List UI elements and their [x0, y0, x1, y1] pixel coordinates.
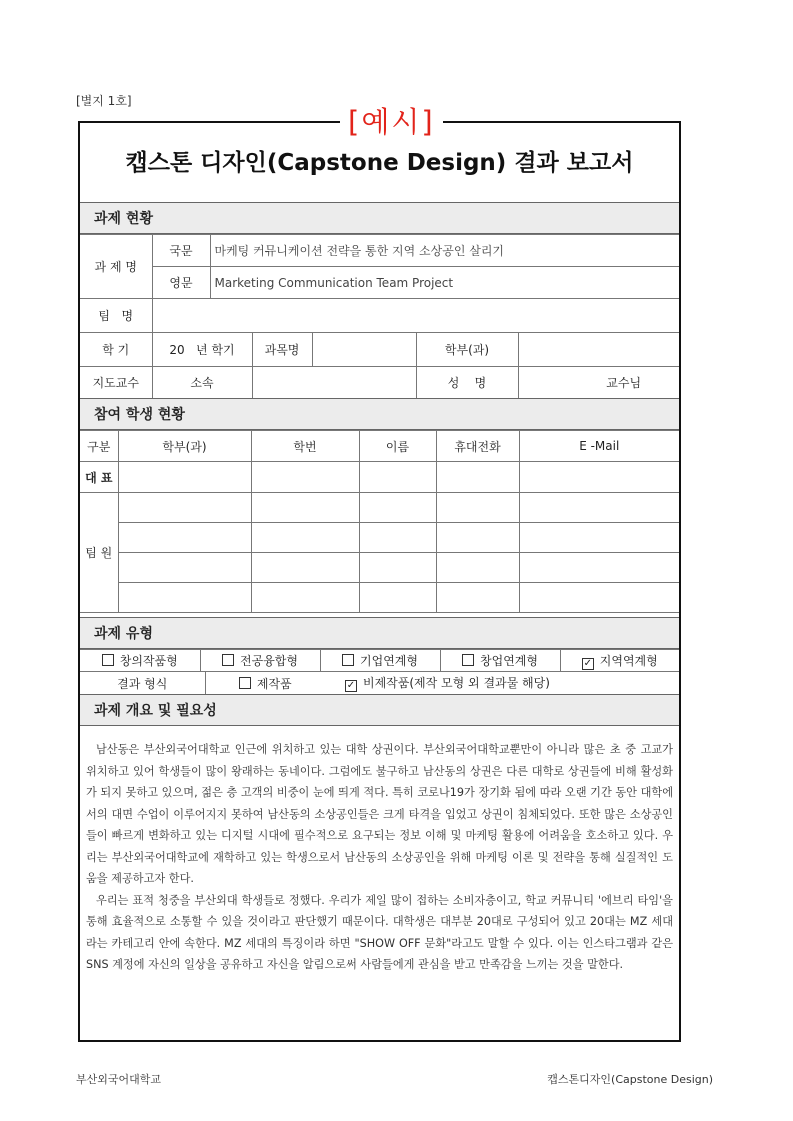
table-cell[interactable]: [251, 553, 359, 583]
overview-paragraph: 우리는 표적 청중을 부산외대 학생들로 정했다. 우리가 제일 많이 접하는 소비자층이고, 학교 커뮤니티 '에브리 타임'을 통해 효율적으로 소통할 수 있을 것이라고 판단했기 때문이다. 대학생은 대부분 20대로 구성되어 있고 20대는 MZ 세대라는 카테고리 안에 속한다. MZ 세대의 특징이라 하면 "SHOW OFF 문화"라고도 말할 수 있다. 이는 인스타그램과 같은 SNS 계정에 자신의 일상을 공유하고 자신을 알림으로써 사람들에게 관심을 받고 만족감을 느끼는 것을 말한다.: [86, 893, 673, 971]
table-row: [80, 493, 679, 523]
header-name: 이름: [359, 431, 436, 462]
table-cell[interactable]: [118, 523, 251, 553]
course-field[interactable]: [312, 333, 416, 367]
type-option-creative[interactable]: [80, 650, 200, 672]
table-cell[interactable]: [519, 493, 679, 523]
result-option-label: 제작품: [256, 676, 292, 691]
result-option-product[interactable]: [205, 672, 325, 695]
table-cell[interactable]: [519, 462, 679, 493]
footer-right: 캡스톤디자인(Capstone Design): [547, 1073, 713, 1086]
table-cell[interactable]: [436, 523, 519, 553]
checkbox-icon[interactable]: [222, 654, 234, 666]
table-cell[interactable]: [359, 462, 436, 493]
report-form: [78, 121, 681, 1042]
type-option-regional[interactable]: [560, 650, 679, 672]
korean-title-field[interactable]: 마케팅 커뮤니케이션 전략을 통한 지역 소상공인 살리기: [210, 235, 679, 267]
table-cell[interactable]: [118, 462, 251, 493]
leader-label: 대 표: [80, 462, 118, 493]
participants-table: [80, 430, 679, 613]
type-label: 창업연계형: [480, 654, 538, 668]
page-title: 캡스톤 디자인(Capstone Design) 결과 보고서: [80, 123, 679, 203]
table-cell[interactable]: [519, 523, 679, 553]
type-label: 전공융합형: [240, 654, 298, 668]
header-email: E -Mail: [519, 431, 679, 462]
advisor-name-label: 성 명: [416, 367, 518, 399]
header-category: 구분: [80, 431, 118, 462]
section-project-status: 과제 현황: [80, 202, 679, 234]
overview-text: [86, 739, 673, 976]
dept-label: 학부(과): [416, 333, 518, 367]
table-cell[interactable]: [118, 583, 251, 613]
advisor-label: 지도교수: [80, 367, 152, 399]
semester-field[interactable]: 20 년 학기: [152, 333, 252, 367]
checkbox-checked-icon[interactable]: [345, 680, 357, 692]
table-cell[interactable]: [436, 583, 519, 613]
checkbox-checked-icon[interactable]: [582, 658, 594, 670]
affiliation-label: 소속: [152, 367, 252, 399]
header-student-id: 학번: [251, 431, 359, 462]
checkbox-icon[interactable]: [462, 654, 474, 666]
leader-row: [80, 462, 679, 493]
project-name-label: 과 제 명: [80, 235, 152, 299]
result-option-label: 비제작품(제작 모형 외 결과물 해당): [363, 676, 550, 690]
table-cell[interactable]: [436, 553, 519, 583]
table-cell[interactable]: [251, 493, 359, 523]
type-option-startup[interactable]: [440, 650, 560, 672]
header-dept: 학부(과): [118, 431, 251, 462]
table-cell[interactable]: [359, 523, 436, 553]
english-title-field[interactable]: Marketing Communication Team Project: [210, 267, 679, 299]
section-overview: 과제 개요 및 필요성: [80, 694, 679, 726]
overview-paragraph: 남산동은 부산외국어대학교 인근에 위치하고 있는 대학 상권이다. 부산외국어대학교뿐만이 아니라 많은 초 중 고교가 위치하고 있어 학생들이 많이 왕래하는 동네이다. 그럼에도 불구하고 남산동의 상권은 다른 대학로 상권들에 비해 활성화가 되지 못하고 있으며, 젊은 층 고객의 비중이 눈에 띄게 적다. 특히 코로나19가 장기화 됨에 따라 오랜 기간 동안 대학에서의 대면 수업이 이루어지지 못하여 남산동의 소상공인들은 크게 타격을 입었고 상권이 침체되었다. 또한 많은 소상공인들이 빠르게 변화하고 있는 디지털 시대에 필수적으로 요구되는 정보 이해 및 마케팅 활용에 어려움을 호소하고 있다. 우리는 부산외국어대학교에 재학하고 있는 학생으로서 남산동의 소상공인을 위해 마케팅 이론 및 전략을 통해 실질적인 도움을 제공하고자 한다.: [86, 743, 673, 885]
type-option-corporate[interactable]: [320, 650, 440, 672]
advisor-name-field[interactable]: 교수님: [518, 367, 679, 399]
section-participants: 참여 학생 현황: [80, 398, 679, 430]
checkbox-icon[interactable]: [102, 654, 114, 666]
member-label: 팀 원: [80, 493, 118, 613]
checkbox-icon[interactable]: [239, 677, 251, 689]
table-cell[interactable]: [359, 493, 436, 523]
table-cell[interactable]: [118, 553, 251, 583]
table-row: [80, 553, 679, 583]
table-cell[interactable]: [251, 523, 359, 553]
project-status-table: [80, 234, 679, 399]
table-cell[interactable]: [436, 493, 519, 523]
result-form-label: 결과 형식: [80, 672, 205, 695]
table-cell[interactable]: [118, 493, 251, 523]
type-label: 지역역계형: [599, 653, 658, 668]
course-label: 과목명: [252, 333, 312, 367]
result-form-table: [80, 671, 679, 695]
table-cell[interactable]: [251, 462, 359, 493]
table-cell[interactable]: [519, 583, 679, 613]
table-cell[interactable]: [519, 553, 679, 583]
dept-field[interactable]: [518, 333, 679, 367]
header-phone: 휴대전화: [436, 431, 519, 462]
affiliation-field[interactable]: [252, 367, 416, 399]
semester-label: 학 기: [80, 333, 152, 367]
team-label: 팀 명: [80, 299, 152, 333]
checkbox-icon[interactable]: [342, 654, 354, 666]
table-cell[interactable]: [251, 583, 359, 613]
type-option-convergence[interactable]: [200, 650, 320, 672]
footer-left: 부산외국어대학교: [76, 1073, 162, 1086]
korean-label: 국문: [152, 235, 210, 267]
example-stamp: [예시]: [340, 104, 443, 140]
table-row: [80, 583, 679, 613]
type-label: 창의작품형: [119, 654, 178, 668]
annex-label: [별지 1호]: [76, 94, 132, 108]
project-type-table: [80, 649, 679, 672]
table-row: [80, 523, 679, 553]
section-project-type: 과제 유형: [80, 617, 679, 649]
team-name-field[interactable]: [152, 299, 679, 333]
table-cell[interactable]: [359, 583, 436, 613]
table-cell[interactable]: [359, 553, 436, 583]
table-cell[interactable]: [436, 462, 519, 493]
type-label: 기업연계형: [360, 654, 418, 668]
english-label: 영문: [152, 267, 210, 299]
result-option-nonproduct[interactable]: [325, 672, 679, 695]
